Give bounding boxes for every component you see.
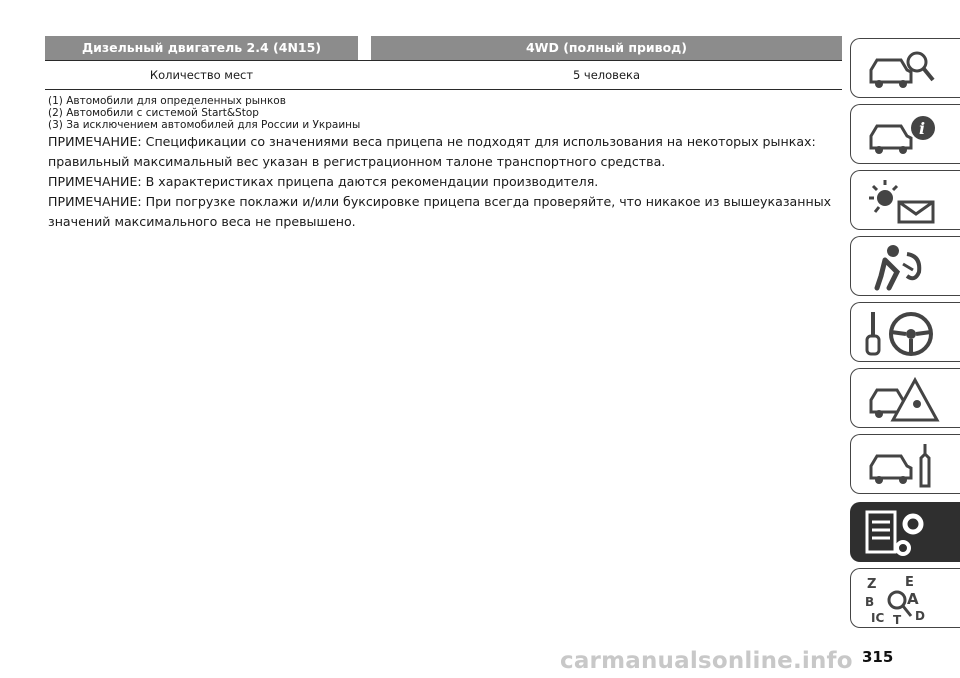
note-trailer-specs: ПРИМЕЧАНИЕ: Спецификации со значениями веса прицепа не подходят для использования на некоторых рынках: правильный максимальный вес указан в регистрационном талоне транспортного средства.	[48, 134, 816, 169]
key-steering-wheel-icon	[863, 308, 943, 358]
svg-text:B: B	[865, 595, 875, 609]
tab-maintenance[interactable]	[850, 434, 960, 494]
car-search-icon	[863, 44, 943, 94]
car-info-icon	[863, 110, 943, 160]
warning-light-message-icon	[863, 176, 943, 226]
svg-text:D: D	[915, 609, 925, 623]
seats-label: Количество мест	[149, 68, 254, 82]
svg-text:Z: Z	[867, 577, 877, 592]
technical-specs-icon	[863, 508, 943, 558]
table-divider	[45, 60, 842, 61]
svg-text:E: E	[905, 575, 914, 590]
tab-technical-specs[interactable]	[850, 502, 960, 562]
tab-dashboard[interactable]	[850, 38, 960, 98]
table-bottom-line	[45, 89, 842, 90]
footnote-1: (1) Автомобили для определенных рынков	[48, 95, 286, 107]
svg-text:A: A	[907, 590, 919, 608]
tab-seats[interactable]	[850, 236, 960, 296]
seat-airbag-icon	[863, 242, 943, 292]
page-number: 315	[862, 648, 894, 666]
seats-value: 5 человека	[572, 68, 641, 82]
note-max-weight: ПРИМЕЧАНИЕ: При погрузке поклажи и/или буксировке прицепа всегда проверяйте, что никакое из вышеуказанных значений максимального веса не превышено.	[48, 194, 832, 229]
footnote-3: (3) За исключением автомобилей для России и Украины	[48, 119, 361, 131]
car-maintenance-icon	[863, 440, 943, 490]
tab-index[interactable]	[850, 568, 960, 628]
svg-text:IC: IC	[871, 611, 885, 624]
tab-safety[interactable]	[850, 104, 960, 164]
svg-text:T: T	[893, 613, 902, 624]
svg-text:i: i	[919, 119, 926, 138]
note-manufacturer: ПРИМЕЧАНИЕ: В характеристиках прицепа даются рекомендации производителя.	[48, 174, 599, 189]
table-header-engine: Дизельный двигатель 2.4 (4N15)	[45, 36, 358, 60]
tab-emergency[interactable]	[850, 368, 960, 428]
table-header-drive: 4WD (полный привод)	[371, 36, 842, 60]
tab-warnings[interactable]	[850, 170, 960, 230]
watermark: carmanualsonline.info	[560, 648, 853, 674]
alphabetical-index-icon	[863, 574, 943, 624]
tab-driving[interactable]	[850, 302, 960, 362]
footnote-2: (2) Автомобили с системой Start&Stop	[48, 107, 259, 119]
car-crash-warning-icon	[863, 374, 943, 424]
